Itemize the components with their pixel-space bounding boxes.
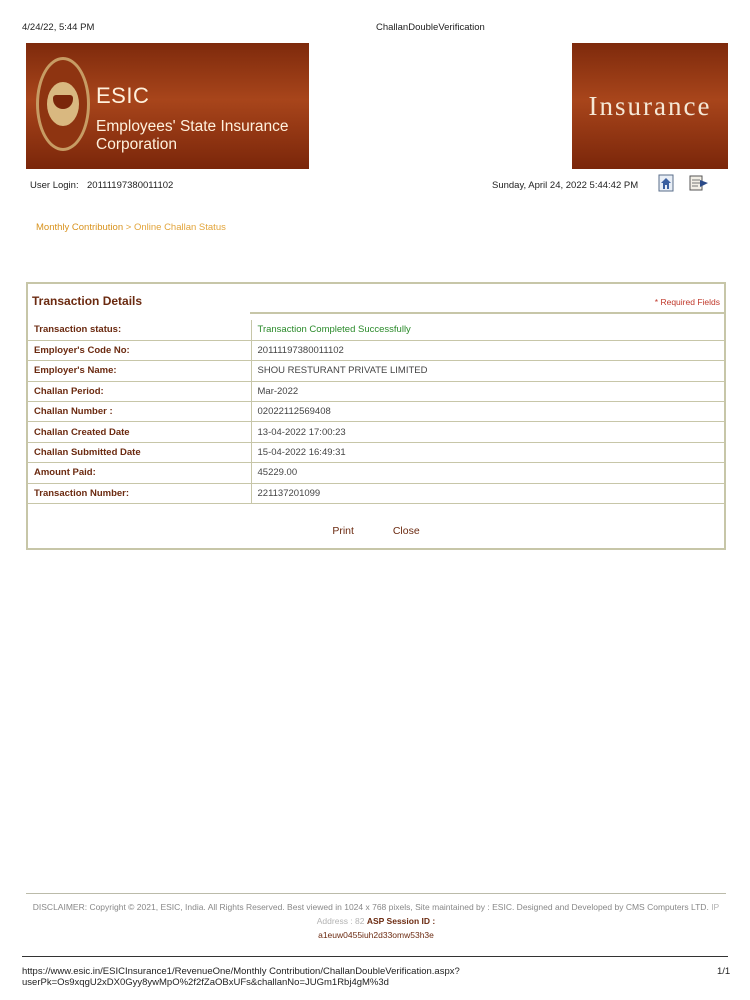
row-value: 13-04-2022 17:00:23	[251, 422, 724, 442]
row-label: Employer's Name:	[28, 361, 251, 381]
table-row	[28, 381, 724, 401]
org-short-name: ESIC	[96, 83, 150, 108]
transaction-status-value: Transaction Completed Successfully	[251, 320, 724, 340]
insurance-banner	[572, 43, 728, 169]
user-login-value: 20111197380011102	[87, 180, 174, 191]
esic-logo-icon	[36, 57, 90, 151]
footer-page-number: 1/1	[717, 966, 731, 977]
table-row	[28, 442, 724, 462]
table-row	[28, 422, 724, 442]
row-label: Transaction status:	[28, 320, 251, 340]
row-value: 20111197380011102	[251, 340, 724, 360]
print-button[interactable]: Print	[332, 525, 354, 537]
home-icon[interactable]	[658, 174, 674, 192]
esic-banner	[26, 43, 309, 169]
panel-actions	[28, 525, 724, 537]
session-id-label: ASP Session ID :	[366, 916, 436, 926]
table-row	[28, 361, 724, 381]
footer-url: https://www.esic.in/ESICInsurance1/RevenueOne/Monthly Contribution/ChallanDoubleVerification.aspx?userPk=Os9xqgU2xDX0Gyy8ywMpO%2f2fZaOBxUFs&challanNo=JUGm1Rbj4gM%3d	[22, 966, 460, 988]
table-row	[28, 320, 724, 340]
table-row	[28, 483, 724, 503]
breadcrumb-separator: >	[123, 222, 134, 233]
current-datetime: Sunday, April 24, 2022 5:44:42 PM	[492, 180, 639, 191]
row-label: Employer's Code No:	[28, 340, 251, 360]
breadcrumb-online-challan-status: Online Challan Status	[133, 222, 226, 233]
close-button[interactable]: Close	[392, 525, 420, 537]
print-page-title: ChallanDoubleVerification	[376, 22, 485, 33]
required-fields-note: * Required Fields	[654, 297, 720, 307]
row-label: Amount Paid:	[28, 463, 251, 483]
breadcrumb-monthly-contribution[interactable]: Monthly Contribution	[36, 222, 124, 233]
print-datetime: 4/24/22, 5:44 PM	[22, 22, 95, 33]
ip-address: IP Address : 82	[316, 902, 720, 926]
disclaimer-text: DISCLAIMER: Copyright © 2021, ESIC, India. All Rights Reserved. Best viewed in 1024 x 768 pixels, Site maintained by : ESIC. Designed and Developed by CMS Computers LTD.	[32, 902, 709, 912]
transaction-details-table	[28, 320, 724, 504]
row-value: 02022112569408	[251, 402, 724, 422]
logout-icon[interactable]	[689, 174, 709, 192]
insurance-banner-text: Insurance	[588, 91, 712, 121]
row-label: Challan Number :	[28, 402, 251, 422]
disclaimer	[26, 893, 726, 942]
session-id-value: a1euw0455iuh2d33omw53h3e	[318, 930, 434, 940]
org-full-name: Employees' State Insurance Corporation	[96, 118, 289, 153]
footer-divider	[22, 956, 728, 957]
row-value: 45229.00	[251, 463, 724, 483]
breadcrumb	[36, 222, 226, 233]
row-label: Challan Created Date	[28, 422, 251, 442]
table-row	[28, 340, 724, 360]
row-value: SHOU RESTURANT PRIVATE LIMITED	[251, 361, 724, 381]
user-login-label: User Login:	[30, 180, 79, 191]
table-row	[28, 402, 724, 422]
row-label: Transaction Number:	[28, 483, 251, 503]
row-value: 15-04-2022 16:49:31	[251, 442, 724, 462]
row-value: Mar-2022	[251, 381, 724, 401]
row-value: 221137201099	[251, 483, 724, 503]
table-row	[28, 463, 724, 483]
row-label: Challan Submitted Date	[28, 442, 251, 462]
row-label: Challan Period:	[28, 381, 251, 401]
panel-header	[28, 284, 724, 318]
panel-title: Transaction Details	[32, 294, 143, 308]
transaction-details-panel	[26, 282, 726, 550]
